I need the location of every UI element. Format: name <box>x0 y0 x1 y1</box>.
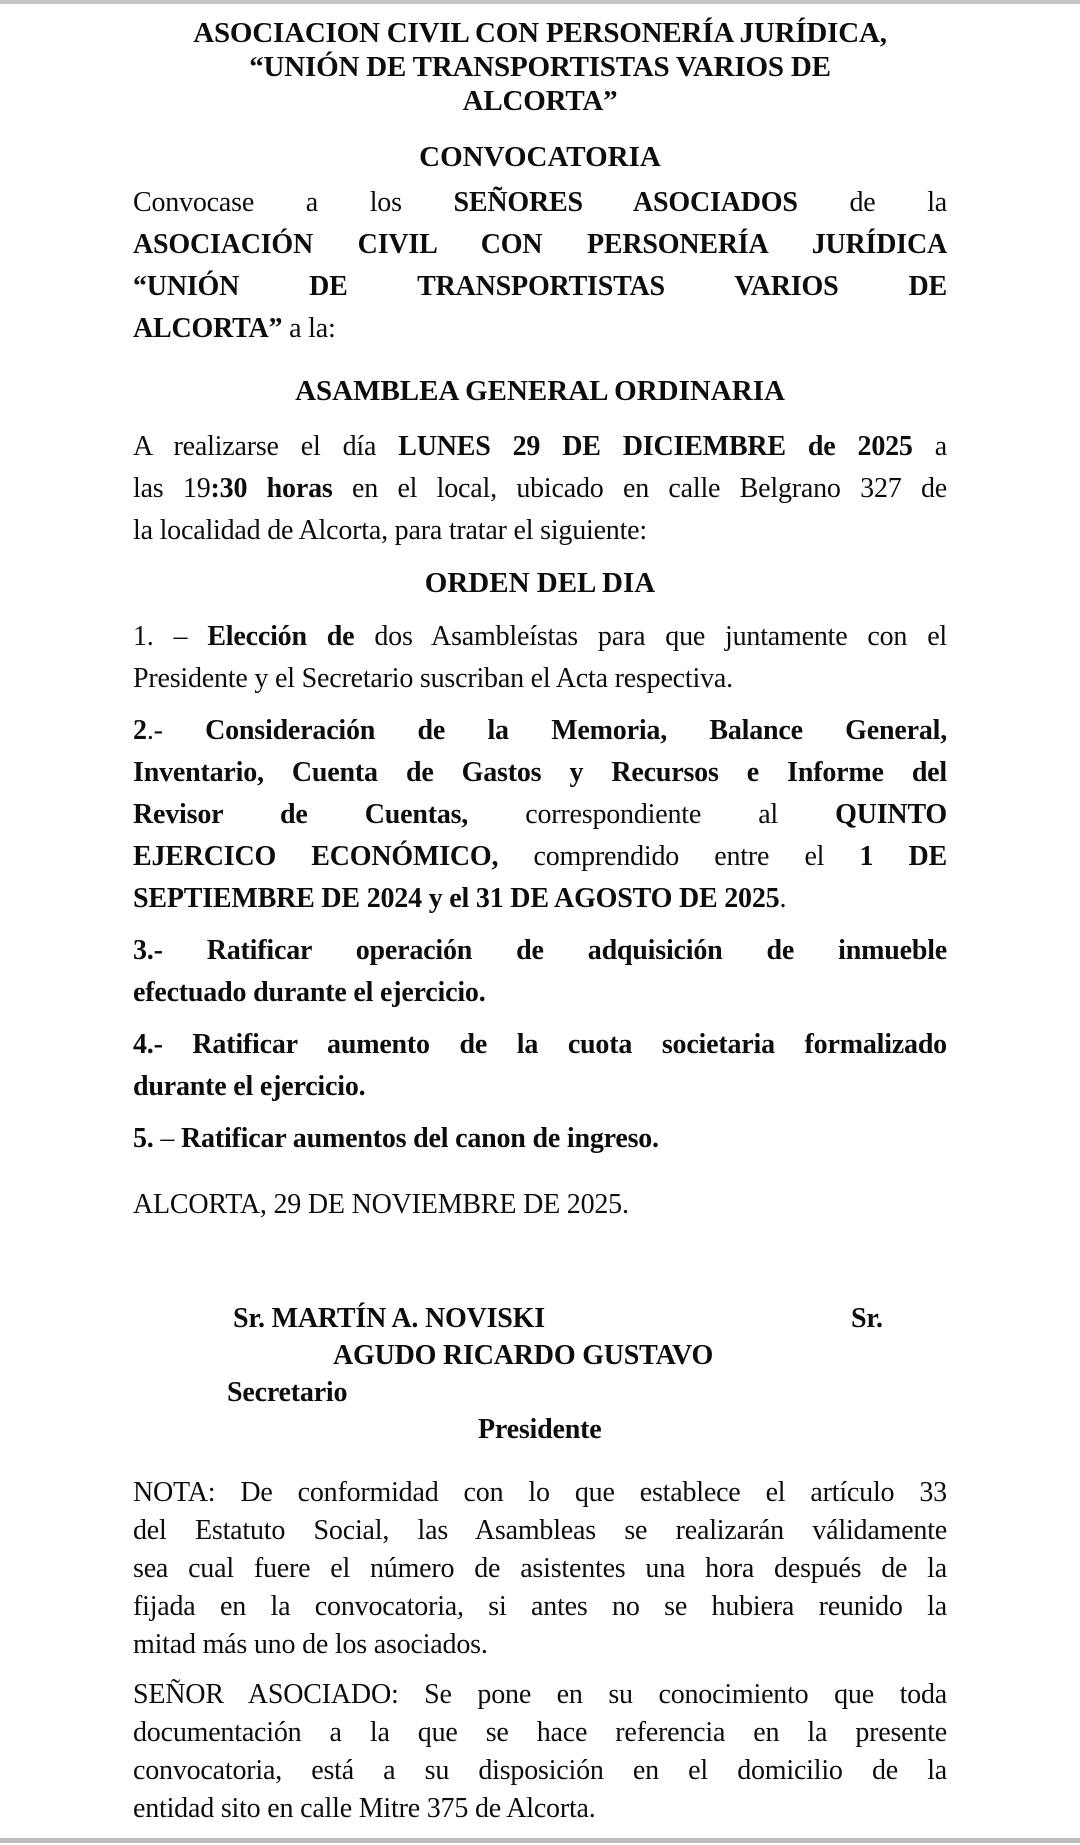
heading-asamblea-general-ordinaria: ASAMBLEA GENERAL ORDINARIA <box>295 375 785 407</box>
intro-paragraph: Convocase a los SEÑORES ASOCIADOS de la ASOCIACIÓN CIVIL CON PERSONERÍA JURÍDICA “UNIÓN DE TRANSPORTISTAS VARIOS DE ALCORTA” a la: <box>133 187 947 344</box>
signer-secretary-name: Sr. MARTÍN A. NOVISKI <box>233 1303 545 1334</box>
signature-block <box>133 1300 947 1448</box>
role-secretario: Secretario <box>227 1377 348 1408</box>
agenda-item-3: 3.- Ratificar operación de adquisición de inmueble efectuado durante el ejercicio. <box>133 935 947 1008</box>
signature-line-1 <box>133 1300 947 1337</box>
signer-president-prefix: Sr. <box>851 1303 883 1334</box>
page-title: ASOCIACION CIVIL CON PERSONERÍA JURÍDICA, “UNIÓN DE TRANSPORTISTAS VARIOS DE ALCORTA” <box>193 17 887 117</box>
role-presidente: Presidente <box>478 1414 602 1445</box>
agenda-item-4: 4.- Ratificar aumento de la cuota societaria formalizado durante el ejercicio. <box>133 1029 947 1102</box>
bottom-edge-bar <box>0 1838 1080 1843</box>
heading-orden-del-dia: ORDEN DEL DIA <box>424 567 656 599</box>
agenda-item-1: 1. – Elección de dos Asambleístas para que juntamente con el Presidente y el Secretario suscriban el Acta respectiva. <box>133 621 947 694</box>
agenda-item-2: 2.- Consideración de la Memoria, Balance General, Inventario, Cuenta de Gastos y Recursos e Informe del Revisor de Cuentas, correspondiente al QUINTO EJERCICO ECONÓMICO, comprendido entre el 1 DE SEPTIEMBRE DE 2024 y el 31 DE AGOSTO DE 2025. <box>133 715 947 914</box>
meeting-details-paragraph: A realizarse el día LUNES 29 DE DICIEMBRE de 2025 a las 19:30 horas en el local, ubicado en calle Belgrano 327 de la localidad de Alcorta, para tratar el siguiente: <box>133 431 947 546</box>
senor-asociado-paragraph: SEÑOR ASOCIADO: Se pone en su conocimiento que toda documentación a la que se hace referencia en la presente convocatoria, está a su disposición en el domicilio de la entidad sito en calle Mitre 375 de Alcorta. <box>133 1679 947 1824</box>
heading-convocatoria: CONVOCATORIA <box>419 141 661 173</box>
nota-paragraph: NOTA: De conformidad con lo que establece el artículo 33 del Estatuto Social, las Asambleas se realizarán válidamente sea cual fuere el número de asistentes una hora después de la fijada en la convocatoria, si antes no se hubiera reunido la mitad más uno de los asociados. <box>133 1477 947 1660</box>
signer-president-name: AGUDO RICARDO GUSTAVO <box>333 1340 714 1371</box>
date-line: ALCORTA, 29 DE NOVIEMBRE DE 2025. <box>133 1189 629 1220</box>
agenda-item-5: 5. – Ratificar aumentos del canon de ingreso. <box>133 1123 659 1154</box>
top-edge-bar <box>0 0 1080 4</box>
